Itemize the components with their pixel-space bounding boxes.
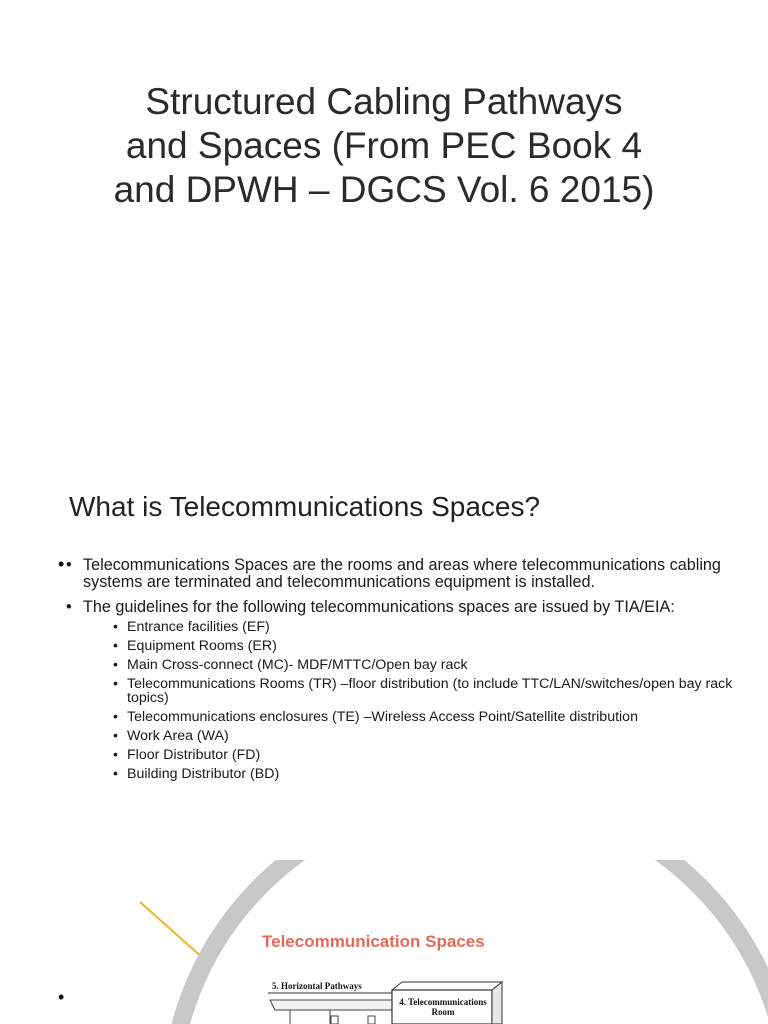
room-box-side [492,982,502,1024]
stray-bullet-top: • [58,554,65,574]
content-slide [0,460,768,1024]
bullet-item-2 [66,599,746,781]
slide-heading: What is Telecommunications Spaces? [69,491,541,522]
sub-bullet-item: • Building Distributor (BD) [113,767,746,781]
sub-bullet-item: • Telecommunications enclosures (TE) –Wireless Access Point/Satellite distribution [113,710,746,724]
title-line-2: and Spaces (From PEC Book 4 [125,125,643,166]
bullet-item-1 [66,557,746,591]
pathway-tray [270,1000,400,1010]
sub-bullet-item: • Entrance facilities (EF) [113,620,746,634]
outlet-box [368,1016,375,1024]
bullet-text-2: The guidelines for the following telecommunications spaces are issued by TIA/EIA: [83,598,675,616]
bullet-list [66,557,746,789]
sub-bullet-item: • Work Area (WA) [113,729,746,743]
slide-title [60,80,708,212]
outlet-box [331,1016,338,1024]
sub-bullet-item: • Equipment Rooms (ER) [113,639,746,653]
sub-bullet-item: • Main Cross-connect (MC)- MDF/MTTC/Open bay rack [113,658,746,672]
telecom-spaces-figure [0,860,768,1024]
title-line-1: Structured Cabling Pathways [145,81,623,122]
stray-bullet-bottom: • [58,987,65,1007]
label-telecom-room: 4. Telecommunications Room [399,997,487,1017]
room-box-top [392,982,502,990]
label-horizontal-pathways: 5. Horizontal Pathways [272,981,362,991]
bullet-text-1: Telecommunications Spaces are the rooms and areas where telecommunications cabling systems are terminated and telecommunications equipment is installed. [83,556,721,591]
title-slide [0,0,768,460]
sub-bullet-item: • Floor Distributor (FD) [113,748,746,762]
figure-title: Telecommunication Spaces [262,932,485,951]
sub-bullet-list [113,620,746,781]
sub-bullet-item: • Telecommunications Rooms (TR) –floor distribution (to include TTC/LAN/switches/open bay rack topics) [113,677,746,705]
accent-line [140,902,205,960]
title-line-3: and DPWH – DGCS Vol. 6 2015) [113,169,655,210]
